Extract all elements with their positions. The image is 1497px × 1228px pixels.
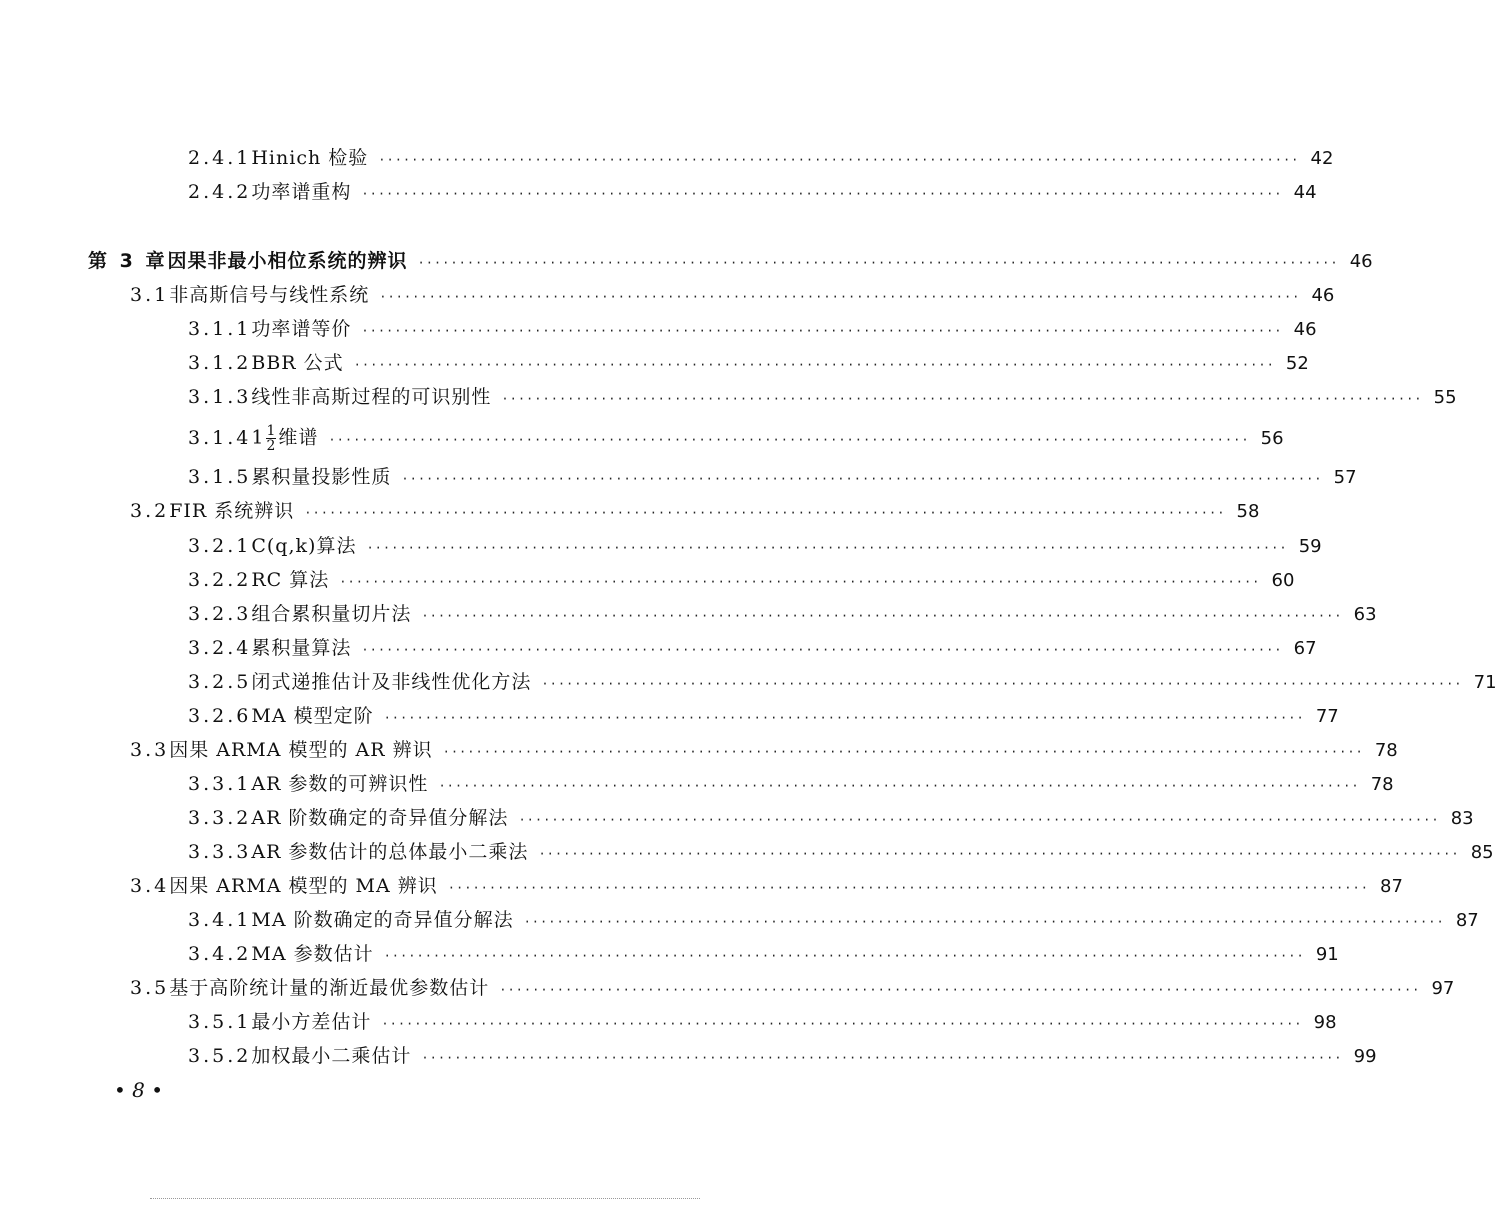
toc-number: 3.1.5: [188, 466, 252, 488]
toc-page-number[interactable]: 98: [1313, 1012, 1337, 1033]
dot-leader: [443, 739, 1364, 765]
toc-page-number[interactable]: 60: [1271, 570, 1295, 591]
toc-title[interactable]: MA 模型定阶: [251, 705, 374, 727]
page-number: • 8 •: [114, 1078, 164, 1102]
toc-entry: [188, 567, 1295, 593]
dot-leader: [524, 909, 1445, 935]
toc-entry: [188, 805, 1474, 831]
toc-page-number[interactable]: 85: [1470, 842, 1494, 863]
dot-leader: [421, 603, 1342, 629]
toc-title[interactable]: AR 阶数确定的奇异值分解法: [251, 807, 509, 829]
toc-page-number[interactable]: 67: [1293, 638, 1317, 659]
dot-leader: [541, 671, 1462, 697]
toc-number: 3.3.2: [188, 807, 252, 829]
dot-leader: [379, 284, 1300, 310]
toc-title[interactable]: 线性非高斯过程的可识别性: [251, 386, 492, 408]
toc-entry: [188, 384, 1457, 410]
toc-number: 3.5: [130, 977, 170, 999]
toc-page-number[interactable]: 46: [1293, 319, 1317, 340]
fraction-numerator: 1: [266, 423, 277, 439]
toc-entry: [188, 941, 1339, 967]
toc-number: 2.4.2: [188, 181, 252, 203]
toc-page-number[interactable]: 97: [1431, 978, 1455, 999]
toc-title[interactable]: 最小方差估计: [251, 1011, 372, 1033]
toc-title[interactable]: 基于高阶统计量的渐近最优参数估计: [169, 977, 490, 999]
toc-entry: [188, 771, 1394, 797]
toc-title[interactable]: Hinich 检验: [251, 147, 369, 169]
dot-leader: [417, 250, 1338, 276]
toc-number: 3.3.1: [188, 773, 252, 795]
toc-entry: [130, 975, 1455, 1001]
toc-number: 3.1.4: [188, 426, 252, 449]
toc-number: 2.4.1: [188, 147, 252, 169]
toc-entry: [188, 423, 1284, 454]
toc-title[interactable]: 组合累积量切片法: [251, 603, 412, 625]
toc-entry: [188, 179, 1317, 205]
toc-title[interactable]: 因果 ARMA 模型的 MA 辨识: [169, 875, 438, 897]
dot-leader: [361, 637, 1282, 663]
toc-entry: [188, 464, 1357, 490]
dot-leader: [499, 977, 1420, 1003]
toc-number: 3.1.2: [188, 352, 252, 374]
toc-title-prefix: 1: [251, 426, 265, 449]
toc-entry: [188, 1009, 1337, 1035]
toc-page-number[interactable]: 42: [1310, 148, 1334, 169]
toc-title[interactable]: 功率谱等价: [251, 318, 352, 340]
toc-entry: [88, 248, 1373, 274]
toc-title[interactable]: 累积量投影性质: [251, 466, 392, 488]
toc-number: 3.2.6: [188, 705, 252, 727]
toc-entry: [188, 907, 1479, 933]
toc-title[interactable]: RC 算法: [251, 569, 330, 591]
toc-page-number[interactable]: 87: [1455, 910, 1479, 931]
toc-page-number[interactable]: 78: [1370, 774, 1394, 795]
toc-page-number[interactable]: 46: [1311, 285, 1335, 306]
dot-leader: [366, 535, 1287, 561]
toc-page-number[interactable]: 78: [1374, 740, 1398, 761]
toc-page-number[interactable]: 83: [1450, 808, 1474, 829]
dot-leader: [538, 841, 1459, 867]
dot-leader: [448, 875, 1369, 901]
toc-entry: [188, 839, 1494, 865]
dot-leader: [384, 705, 1305, 731]
toc-number: 3.1.1: [188, 318, 252, 340]
toc-title[interactable]: FIR 系统辨识: [169, 500, 295, 522]
toc-page-number[interactable]: 55: [1433, 387, 1457, 408]
toc-number: 3.2.1: [188, 535, 252, 557]
toc-title[interactable]: AR 参数估计的总体最小二乘法: [251, 841, 529, 863]
dot-leader: [304, 500, 1225, 526]
dot-leader: [421, 1045, 1342, 1071]
toc-title-text: 维谱: [278, 426, 319, 449]
dot-leader: [354, 352, 1275, 378]
toc-page-number[interactable]: 56: [1260, 427, 1284, 449]
dot-leader: [361, 181, 1282, 207]
toc-entry: [188, 669, 1497, 695]
dot-leader: [361, 318, 1282, 344]
toc-number: 3.2.3: [188, 603, 252, 625]
toc-entry: [188, 316, 1317, 342]
toc-page-number[interactable]: 87: [1380, 876, 1403, 897]
dot-leader: [501, 386, 1422, 412]
toc-title[interactable]: 因果 ARMA 模型的 AR 辨识: [169, 739, 433, 761]
toc-title[interactable]: 功率谱重构: [251, 181, 352, 203]
toc-entry: [188, 533, 1322, 559]
toc-page-number[interactable]: 91: [1315, 944, 1339, 965]
toc-number: 3.1: [130, 284, 170, 306]
toc-number: 3.2.5: [188, 671, 252, 693]
toc-title[interactable]: MA 阶数确定的奇异值分解法: [251, 909, 514, 931]
toc-title[interactable]: 非高斯信号与线性系统: [169, 284, 370, 306]
toc-page-number[interactable]: 63: [1353, 604, 1377, 625]
toc-number: 3.3: [130, 739, 170, 761]
toc-page-number[interactable]: 52: [1285, 353, 1309, 374]
toc-number: 3.2.4: [188, 637, 252, 659]
toc-number: 3.2.2: [188, 569, 252, 591]
toc-number: 3.3.3: [188, 841, 252, 863]
toc-title[interactable]: 闭式递推估计及非线性优化方法: [251, 671, 532, 693]
dot-leader: [384, 943, 1305, 969]
toc-page-number[interactable]: 57: [1333, 467, 1357, 488]
dot-leader: [378, 147, 1299, 173]
toc-title[interactable]: 因果非最小相位系统的辨识: [167, 250, 408, 272]
dot-leader: [339, 569, 1260, 595]
toc-entry: [188, 350, 1309, 376]
toc-number: 3.4.1: [188, 909, 252, 931]
toc-entry: [188, 703, 1339, 729]
fraction: [266, 424, 276, 453]
dot-leader: [328, 427, 1249, 453]
toc-number: 第 3 章: [88, 250, 168, 272]
toc-number: 3.5.1: [188, 1011, 252, 1033]
toc-title[interactable]: 累积量算法: [251, 637, 352, 659]
toc-number: 3.2: [130, 500, 170, 522]
toc-entry: [188, 601, 1377, 627]
toc-page-number[interactable]: 77: [1315, 706, 1339, 727]
toc-entry: [188, 1043, 1377, 1069]
dot-leader: [438, 773, 1359, 799]
toc-page-number[interactable]: 58: [1236, 501, 1260, 522]
toc-page-number[interactable]: 46: [1349, 251, 1373, 272]
toc-entry: [130, 498, 1260, 524]
toc-entry: [188, 635, 1317, 661]
toc-title[interactable]: 加权最小二乘估计: [251, 1045, 412, 1067]
toc-page-number[interactable]: 99: [1353, 1046, 1377, 1067]
toc-title[interactable]: AR 参数的可辨识性: [251, 773, 429, 795]
toc-title[interactable]: MA 参数估计: [251, 943, 374, 965]
fraction-denominator: 2: [266, 438, 277, 454]
dot-leader: [401, 466, 1322, 492]
toc-entry: [130, 873, 1403, 899]
toc-page-number[interactable]: 59: [1298, 536, 1322, 557]
toc-entry: [188, 145, 1334, 171]
toc-entry: [130, 282, 1335, 308]
toc-number: 3.4: [130, 875, 170, 897]
dot-leader: [381, 1011, 1302, 1037]
toc-page-number[interactable]: 71: [1473, 672, 1497, 693]
toc-page-number[interactable]: 44: [1293, 182, 1317, 203]
toc-title[interactable]: C(q,k)算法: [251, 535, 357, 557]
toc-number: 3.4.2: [188, 943, 252, 965]
toc-number: 3.5.2: [188, 1045, 252, 1067]
scan-edge-divider: [150, 1198, 700, 1201]
toc-title[interactable]: [251, 424, 318, 453]
toc-entry: [130, 737, 1398, 763]
toc-number: 3.1.3: [188, 386, 252, 408]
toc-title[interactable]: BBR 公式: [251, 352, 344, 374]
dot-leader: [518, 807, 1439, 833]
